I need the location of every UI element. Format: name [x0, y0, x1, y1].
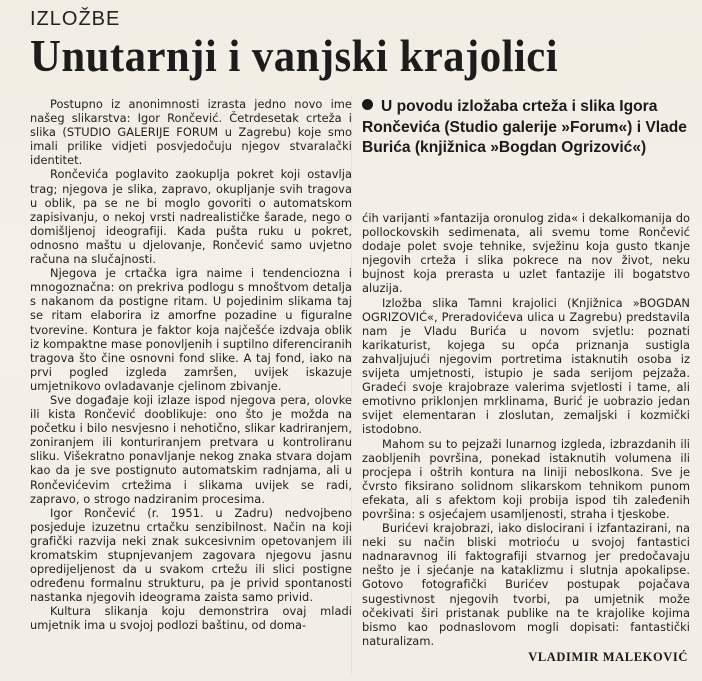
author-byline: VLADIMIR MALEKOVIĆ — [528, 650, 688, 664]
left-paragraph-1: Postupno iz anonimnosti izrasta jedno novo ime našeg slikarstva: Igor Rončević. Četrdesetak crteža i slika (STUDIO GALERIJE FORUM u Zagrebu) koje smo imali prilike vidjeti posvjedočuju njegov stvaralački identitet. — [30, 97, 352, 168]
left-paragraph-5: Igor Rončević (r. 1951. u Zadru) nedvojbeno posjeduje izuzetnu crtačku senzibilnost. Način na koji grafički razvija neki znak sukcesivnim opetovanjem ili kromatskim stupnjevanjem zagovara njegovu jasnu opredijeljenost da u svakom crtežu ili slici postigne određenu formalnu strukturu, pa je privid spontanosti nastanka njegovih ideograma zaista samo privid. — [30, 505, 352, 605]
bullet-icon — [362, 99, 373, 110]
right-paragraph-2: Izložba slika Tamni krajolici (Knjižnica »BOGDAN OGRIZOVIĆ«, Preradovićeva ulica u Zagrebu) predstavila nam je Vladu Burića u novom svjetlu: poznati karikaturist, kojega su opća priznanja sustigla zahvaljujući njegovim portretima istaknutih osoba iz svijeta umjetnosti, istupio je sada serijom pejzaža. Gradeći svoje krajobraze valerima svjetlosti i tame, ali emotivno priklonjen mrklinama, Burić je uobrazio jedan svijet elementaran i zloslutan, zemaljski i kozmički istodobno. — [362, 295, 690, 437]
right-paragraph-3: Mahom su to pejzaži lunarnog izgleda, izbrazdanih ili zaobljenih površina, ponekad istaknutih volumena ili procjepa i oštrih kontura na liniji neboslkona. Sve je čvrsto fiksirano solidnom slikarskom tehnikom punom efekata, ali s afektom koji probija ispod tih zaleđenih površina: s osjećajem usamljenosti, straha i tjeskobe. — [362, 436, 690, 521]
left-paragraph-3: Njegova je crtačka igra naime i tendenciozna i mnogoznačna: on prekriva podlogu s mnoštvom detalja s nakanom da postigne ritam. U pojedinim slikama taj se ritam elaborira iz amorfne pozadine u figuralne tvorevine. Kontura je faktor koja najčešće izdvaja oblik iz kompaktne mase ponovljenih i suptilno diferenciranih tragova što čine osnovni fond slike. A taj fond, iako na prvi pogled izgleda zamršen, uvijek iskazuje umjetnikovo ovladavanje cjelinom zbivanje. — [30, 266, 352, 393]
bleed-through-text — [330, 6, 700, 28]
left-paragraph-6: Kultura slikanja koju demonstrira ovaj mladi umjetnik ima u svojoj podlozi baštinu, od doma- — [30, 604, 352, 633]
left-paragraph-2: Rončevića poglavito zaokuplja pokret koji ostavlja trag; njegova je slika, zapravo, okupljanje svih tragova u oblik, pa se ne bi moglo govoriti o automatskom zapisivanju, o nekoj vrsti nadrealističke šarade, nego o domišljenoj ideografiji. Kada pušta ruku u pokret, odnosno maštu u djelovanje, Rončević samo uvjetno računa na slučajnosti. — [30, 167, 352, 267]
article-subheadline — [362, 97, 692, 159]
article-headline: Unutarnji i vanjski krajolici — [30, 30, 559, 81]
left-column — [30, 97, 352, 633]
left-paragraph-4: Sve događaje koji izlaze ispod njegova pera, olovke ili kista Rončević dooblikuje: ono što je možda na početku i bilo nesvjesno i nehotično, slikar kadriranjem, zoniranjem ili konturiranjem pretvara u kontroliranu sliku. Višekratno ponavljanje nekog znaka stvara dojam kao da je sve postignuto automatskim radnjama, ali u Rončevićevim crtežima i slikama uvijek se radi, zapravo, o strogo nadziranim procesima. — [30, 392, 352, 506]
subheadline-text: U povodu izložaba crteža i slika Igora Rončevića (Studio galerije »Forum«) i Vlade Burića (knjižnica »Bogdan Ogrizović«) — [362, 98, 687, 156]
right-paragraph-4: Burićevi krajobrazi, iako dislocirani i izfantazirani, na neki su način bliski motrioću u svojoj fantastici nadnaravnog ili faktografiji stvarnog jer predočavaju nešto je i sjećanje na kataklizmu i slutnja apokalipse. Gotovo fotografički Burićev postupak pojačava sugestivnost njegovih tvorbi, pa umjetnik može očekivati širi pristanak publike na te krajolike kojima bismo kao podnaslovom mogli dopisati: fantastički naturalizam. — [362, 521, 690, 648]
section-label: IZLOŽBE — [30, 8, 121, 30]
right-paragraph-1: ćih varijanti »fantazija oronulog zida« i dekalkomanija do pollockovskih sedimenata, ali svemu tome Rončević dodaje polet svoje tehnike, svježinu koja gusto tkanje njegovih crteža i slika pokrece na nov život, neku bujnost koja prerasta u uzlet fantazije ili bogatstvo aluzija. — [362, 211, 690, 296]
right-column — [362, 211, 690, 648]
